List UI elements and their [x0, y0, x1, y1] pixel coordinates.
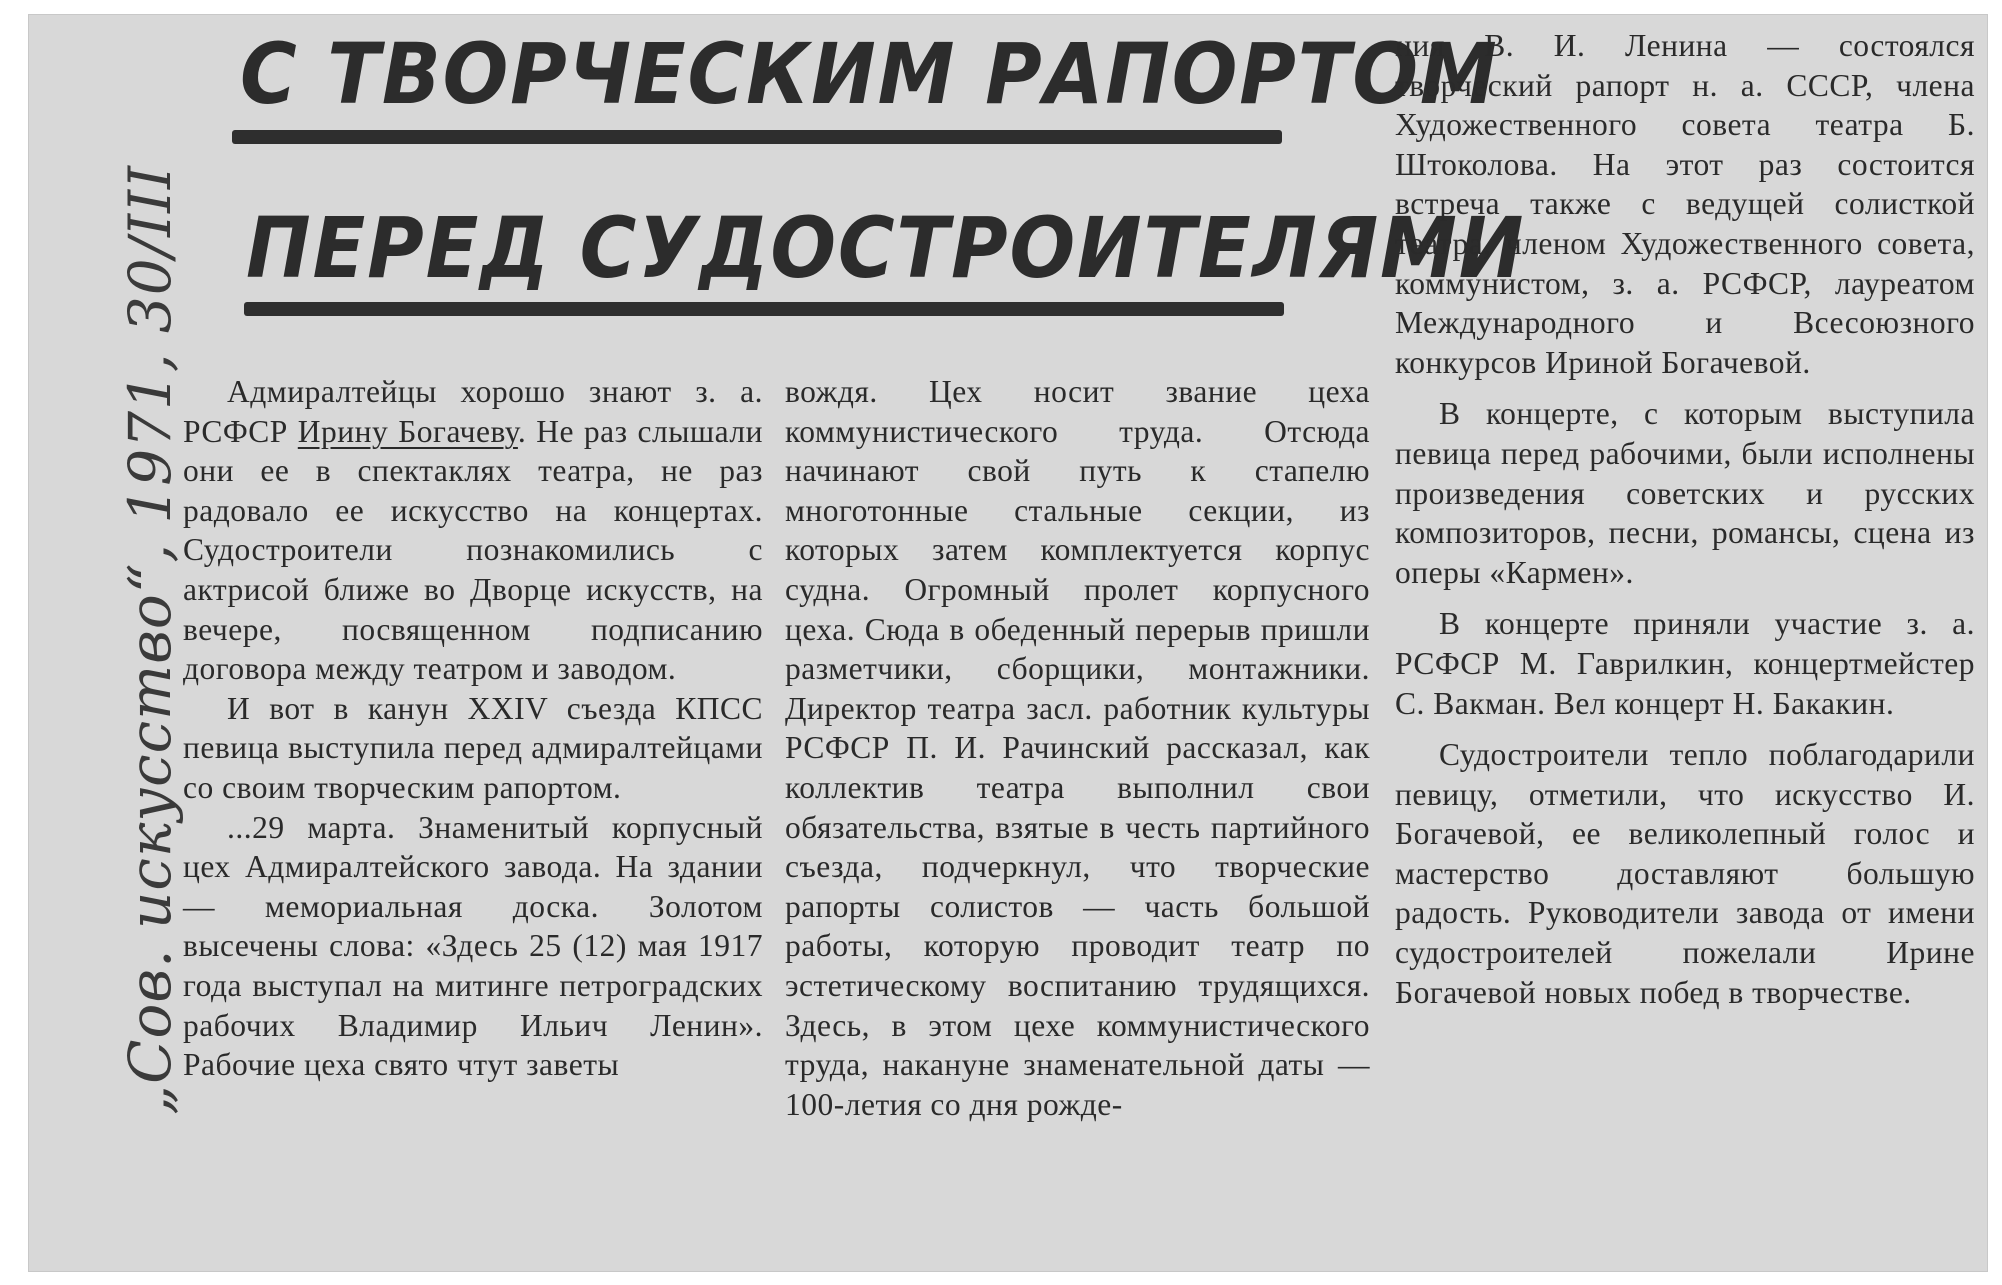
article-column-1 [183, 372, 763, 1085]
headline-rule-bottom [244, 302, 1284, 316]
paragraph-text: Адмиралтейцы хорошо знают з. а. РСФСР [183, 374, 763, 449]
paragraph: В концерте, с которым выступила певица перед рабочими, были исполнены произведения советских и русских композиторов, песни, романсы, сцена из оперы «Кармен». [1395, 396, 1975, 590]
article-column-2 [785, 372, 1370, 1124]
article-headline [232, 18, 1526, 328]
paragraph: Судостроители тепло поблагодарили певицу, отметили, что искусство И. Богачевой, ее великолепный голос и мастерство доставляют большую радость. Руководители завода от имени судостроителей пожелали Ирине Богачевой новых побед в творчестве. [1395, 737, 1975, 1010]
paragraph: И вот в канун XXIV съезда КПСС певица выступила перед адмиралтейцами со своим творческим рапортом. [183, 690, 763, 805]
paragraph: ...29 марта. Знаменитый корпусный цех Адмиралтейского завода. На здании — мемориальная доска. Золотом высечены слова: «Здесь 25 (12) мая 1917 года выступал на митинге петроградских рабочих Владимир Ильич Ленин». Рабочие цеха свято чтут заветы [183, 809, 763, 1083]
handwritten-source-note: „Сов. искусство“, 1971, 30/III [116, 165, 184, 1115]
article-column-3 [1395, 26, 1975, 1012]
paragraph: вождя. Цех носит звание цеха коммунистического труда. Отсюда начинают свой путь к стапелю многотонные стальные секции, из которых затем комплектуется корпус судна. Огромный пролет корпусного цеха. Сюда в обеденный перерыв пришли разметчики, сборщики, монтажники. Директор театра засл. работник культуры РСФСР П. И. Рачинский рассказал, как коллектив театра выполнил свои обязательства, взятые в честь партийного съезда, подчеркнул, что творческие рапорты солистов — часть большой работы, которую проводит театр по эстетическому воспитанию трудящихся. Здесь, в этом цехе коммунистического труда, накануне знаменательной даты — 100-летия со дня рожде- [785, 374, 1370, 1122]
headline-line-2: ПЕРЕД СУДОСТРОИТЕЛЯМИ [246, 199, 1526, 297]
headline-line-1: С ТВОРЧЕСКИМ РАПОРТОМ [240, 25, 1499, 123]
paragraph-text: . Не раз слышали они ее в спектаклях театра, не раз радовало ее искусство на концертах. Судостроители познакомились с актрисой ближе во Дворце искусств, на вечере, посвященном подписанию договора между театром и заводом. [183, 413, 763, 687]
headline-rule-top [232, 130, 1282, 144]
paragraph: В концерте приняли участие з. а. РСФСР М. Гаврилкин, концертмейстер С. Вакман. Вел концерт Н. Бакакин. [1395, 606, 1975, 721]
underlined-name: Ирину Богачеву [297, 413, 518, 449]
paragraph [183, 372, 763, 689]
paragraph: ния В. И. Ленина — состоялся творческий рапорт н. а. СССР, члена Художественного совета театра Б. Штоколова. На этот раз состоится встреча также с ведущей солисткой театра, членом Художественного совета, коммунистом, з. а. РСФСР, лауреатом Международного и Всесоюзного конкурсов Ириной Богачевой. [1395, 28, 1975, 380]
